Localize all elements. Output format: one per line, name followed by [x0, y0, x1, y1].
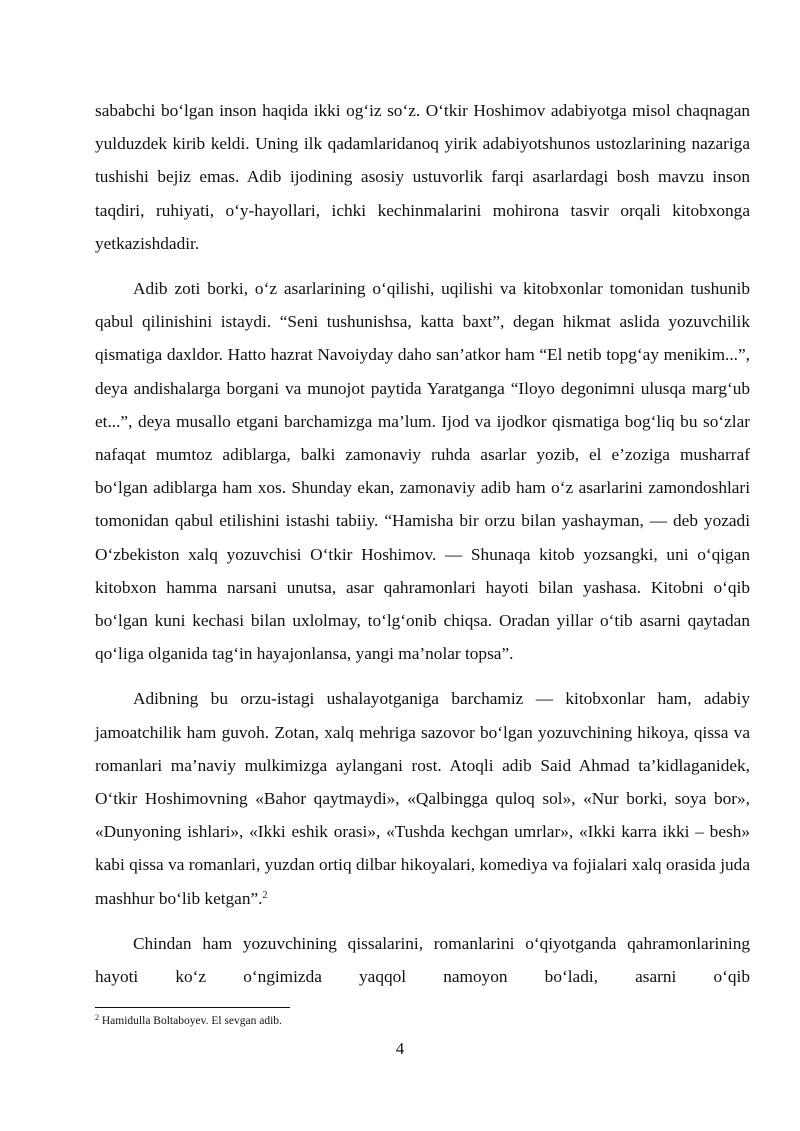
footnote-reference[interactable]: 2 [262, 889, 268, 901]
paragraph-4: Chindan ham yozuvchining qissalarini, romanlarini o‘qiyotganda qahramonlarining hayoti ko‘z o‘ngimizda yaqqol namoyon bo‘ladi, asarni o‘qib [95, 933, 750, 987]
paragraph-1: sababchi bo‘lgan inson haqida ikki og‘iz so‘z. O‘tkir Hoshimov adabiyotga misol chaqnagan yulduzdek kirib keldi. Uning ilk qadamlaridanoq yirik adabiyotshunos ustozlarining nazariga tushishi bejiz emas. Adib ijodining asosiy ustuvorlik farqi asarlardagi bosh mavzu inson taqdiri, ruhiyati, o‘y-hayollari, ichki kechinmalarini mohirona tasvir orqali kitobxonga yetkazishdadir. [95, 101, 750, 253]
body-text [95, 94, 750, 993]
footnote [95, 1013, 282, 1029]
footnote-text: Hamidulla Boltaboyev. El sevgan adib. [101, 1015, 282, 1027]
paragraph-3 [95, 682, 750, 914]
footnote-divider [95, 1007, 290, 1008]
paragraph-2: Adib zoti borki, o‘z asarlarining o‘qilishi, uqilishi va kitobxonlar tomonidan tushunib qabul qilinishini istaydi. “Seni tushunishsa, katta baxt”, degan hikmat aslida yozuvchilik qismatiga daxldor. Hatto hazrat Navoiyday daho san’atkor ham “El netib topg‘ay menikim...”, deya andishalarga borgani va munojot paytida Yaratganga “Iloyo degonimni ulusqa marg‘ub et...”, deya musallo etgani barchamizga ma’lum. Ijod va ijodkor qismatiga bog‘liq bu so‘zlar nafaqat mumtoz adiblarga, balki zamonaviy ruhda asarlar yozib, el e’zoziga musharraf bo‘lgan adiblarga ham xos. Shunday ekan, zamonaviy adib ham o‘z asarlarini zamondoshlari tomonidan qabul etilishini istashi tabiiy. “Hamisha bir orzu bilan yashayman, — deb yozadi O‘zbekiston xalq yozuvchisi O‘tkir Hoshimov. — Shunaqa kitob yozsangki, uni o‘qigan kitobxon hamma narsani unutsa, asar qahramonlari hayoti bilan yashasa. Kitobni o‘qib bo‘lgan kuni kechasi bilan uxlolmay, to‘lg‘onib chiqsa. Oradan yillar o‘tib asarni qaytadan qo‘liga olganida tag‘in hayajonlansa, yangi ma’nolar topsa”. [95, 279, 750, 664]
page-number: 4 [395, 1039, 405, 1058]
footnote-number: 2 [95, 1013, 99, 1022]
paragraph-3-text: Adibning bu orzu-istagi ushalayotganiga barchamiz — kitobxonlar ham, adabiy jamoatchilik ham guvoh. Zotan, xalq mehriga sazovor bo‘lgan yozuvchining hikoya, qissa va romanlari ma’naviy mulkimizga aylangani rost. Atoqli adib Said Ahmad ta’kidlaganidek, O‘tkir Hoshimovning «Bahor qaytmaydi», «Qalbingga quloq sol», «Nur borki, soya bor», «Dunyoning ishlari», «Ikki eshik orasi», «Tushda kechgan umrlar», «Ikki karra ikki – besh» kabi qissa va romanlari, yuzdan ortiq dilbar hikoyalari, komediya va fojialari xalq orasida juda mashhur bo‘lib ketgan”. [95, 689, 750, 908]
